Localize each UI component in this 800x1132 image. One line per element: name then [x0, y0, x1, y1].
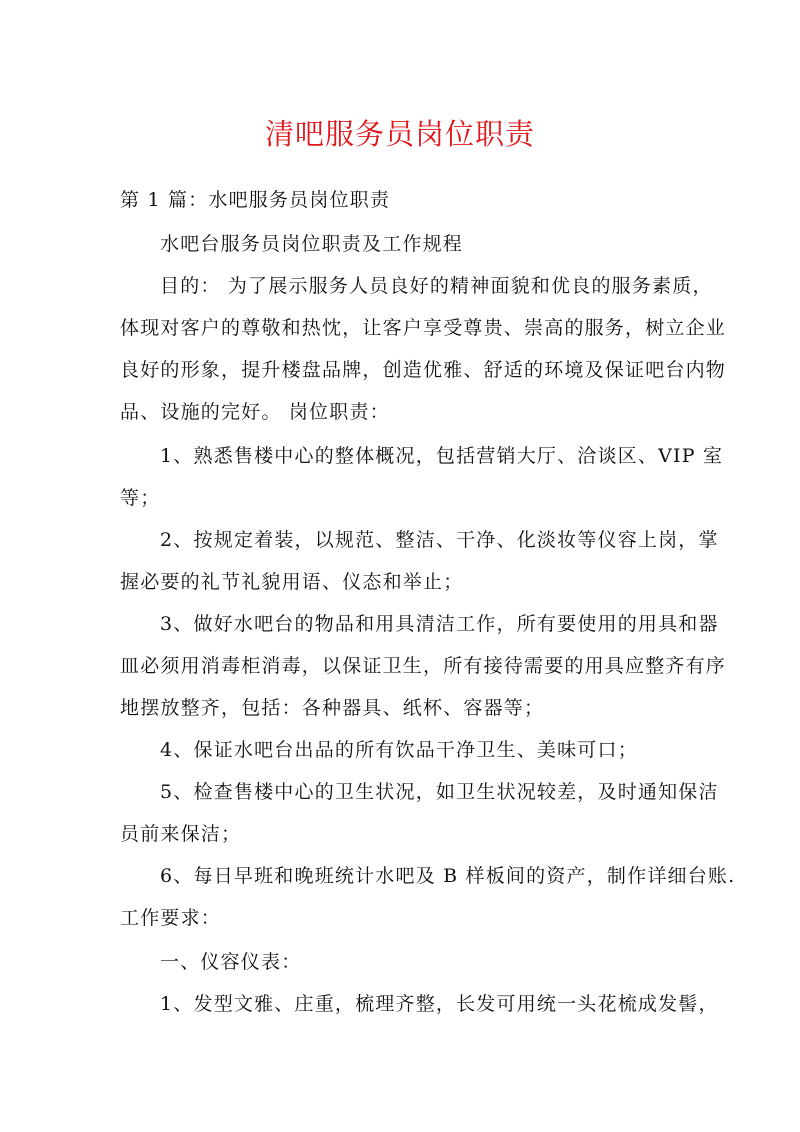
list-item-5: 5、检查售楼中心的卫生状况，如卫生状况较差，及时通知保洁: [160, 781, 719, 803]
list-item-1-continued: 等；: [120, 487, 161, 509]
appearance-heading: 一、仪容仪表：: [160, 951, 302, 973]
list-item-2: 2、按规定着装，以规范、整洁、干净、化淡妆等仪容上岗，掌: [160, 529, 719, 551]
paragraph-line: 体现对客户的尊敬和热忱，让客户享受尊贵、崇高的服务，树立企业: [120, 317, 727, 339]
paragraph-line: 目的： 为了展示服务人员良好的精神面貌和优良的服务素质，: [160, 275, 713, 297]
list-item-3-continued: 地摆放整齐，包括：各种器具、纸杯、容器等；: [120, 697, 545, 719]
section-heading: 第 1 篇：水吧服务员岗位职责: [120, 189, 391, 211]
list-item-1: 1、熟悉售楼中心的整体概况，包括营销大厅、洽谈区、VIP 室: [160, 445, 724, 467]
list-item-5-continued: 员前来保洁；: [120, 823, 242, 845]
list-item-3-continued: 皿必须用消毒柜消毒，以保证卫生，所有接待需要的用具应整齐有序: [120, 655, 727, 677]
paragraph-line: 良好的形象，提升楼盘品牌，创造优雅、舒适的环境及保证吧台内物: [120, 359, 727, 381]
list-item-6: 6、每日早班和晚班统计水吧及 B 样板间的资产，制作详细台账.: [160, 865, 736, 887]
document-title: 清吧服务员岗位职责: [264, 117, 535, 151]
paragraph-line: 品、设施的完好。 岗位职责：: [120, 401, 390, 423]
list-item-4: 4、保证水吧台出品的所有饮品干净卫生、美味可口；: [160, 739, 638, 761]
list-item-3: 3、做好水吧台的物品和用具清洁工作，所有要使用的用具和器: [160, 613, 719, 635]
subheading: 水吧台服务员岗位职责及工作规程: [160, 233, 464, 255]
appearance-item-1: 1、发型文雅、庄重，梳理齐整，长发可用统一头花梳成发髻，: [160, 993, 719, 1015]
work-requirements-heading: 工作要求：: [120, 907, 222, 929]
list-item-2-continued: 握必要的礼节礼貌用语、仪态和举止；: [120, 571, 464, 593]
